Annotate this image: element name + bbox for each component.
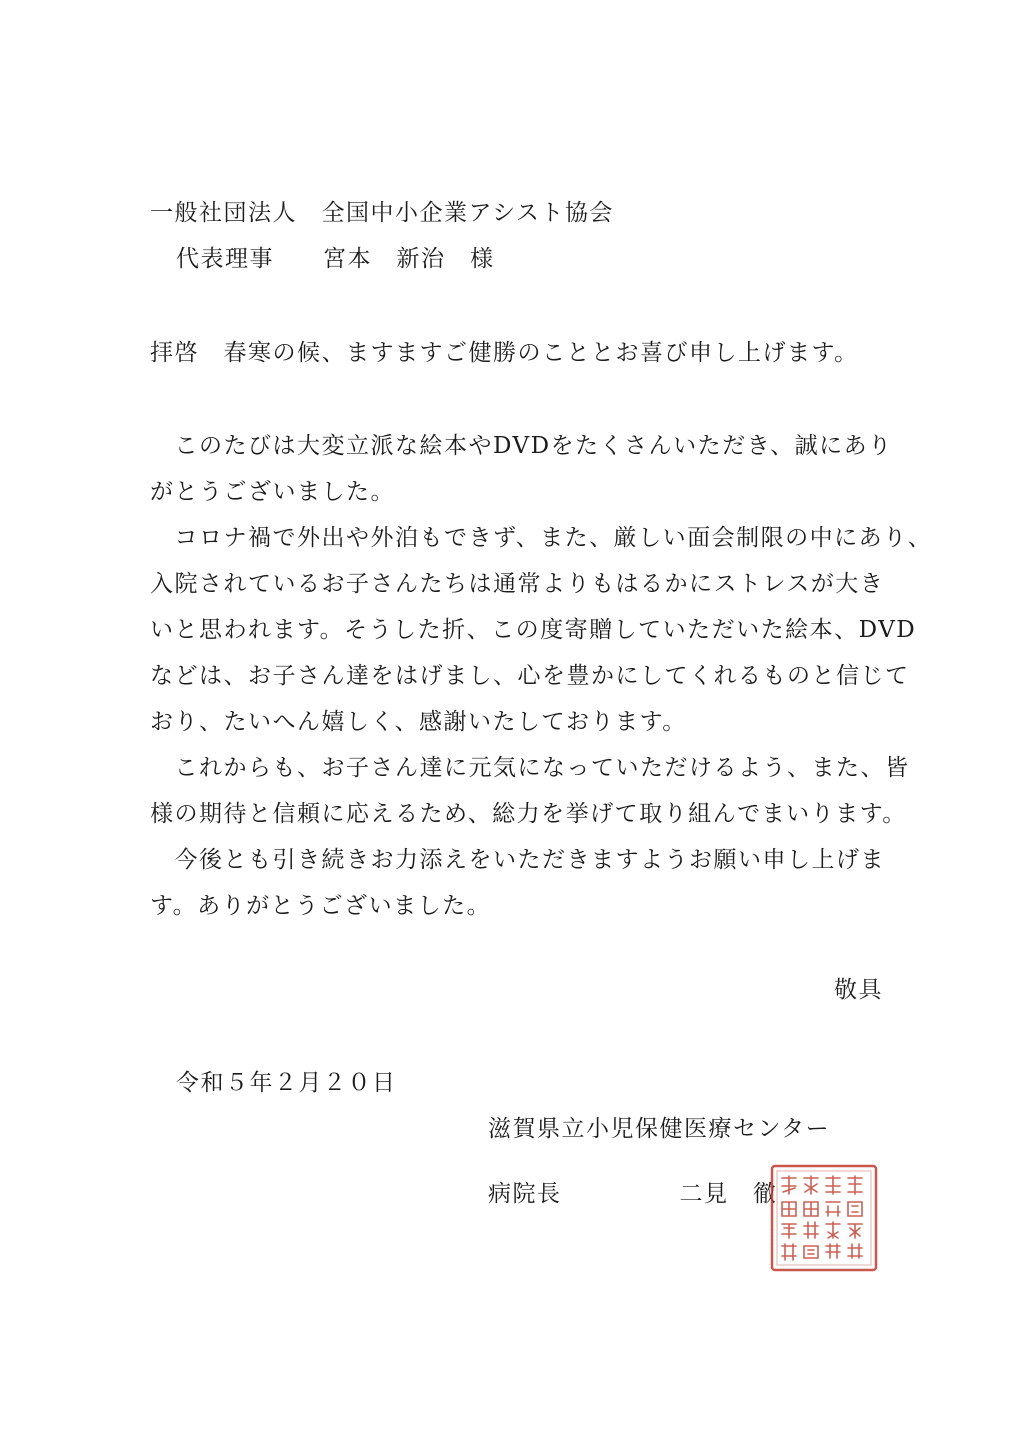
letter-date: 令和５年２月２０日	[176, 1070, 397, 1096]
body-line: おり、たいへん嬉しく、感謝いたしております。	[150, 709, 687, 735]
sender-organization: 滋賀県立小児保健医療センター	[488, 1116, 831, 1142]
addressee-organization: 一般社団法人 全国中小企業アシスト協会	[150, 200, 614, 226]
body-line: 様の期待と信頼に応えるため、総力を挙げて取り組んでまいります。	[150, 801, 907, 827]
body-line: コロナ禍で外出や外泊もできず、また、厳しい面会制限の中にあり、	[150, 525, 933, 551]
body-line: などは、お子さん達をはげまし、心を豊かにしてくれるものと信じて	[150, 663, 910, 689]
body-line: がとうございました。	[150, 479, 395, 505]
body-line: このたびは大変立派な絵本やDVDをたくさんいただき、誠にあり	[150, 433, 893, 459]
body-line: す。ありがとうございました。	[150, 893, 492, 919]
closing-keigu: 敬具	[834, 977, 883, 1003]
sender-signature-line	[488, 1179, 778, 1209]
official-seal-stamp-icon	[768, 1162, 880, 1274]
greeting-line: 拝啓 春寒の候、ますますご健勝のこととお喜び申し上げます。	[150, 340, 859, 366]
body-line: これからも、お子さん達に元気になっていただけるよう、また、皆	[150, 755, 910, 781]
body-line: いと思われます。そうした折、この度寄贈していただいた絵本、DVD	[150, 617, 917, 643]
sender-name: 二見 徹	[679, 1181, 778, 1207]
sender-title: 病院長	[488, 1181, 562, 1207]
body-line: 今後とも引き続きお力添えをいただきますようお願い申し上げま	[150, 847, 885, 873]
addressee-person: 代表理事 宮本 新治 様	[176, 246, 495, 272]
body-line: 入院されているお子さんたちは通常よりもはるかにストレスが大き	[150, 571, 885, 597]
